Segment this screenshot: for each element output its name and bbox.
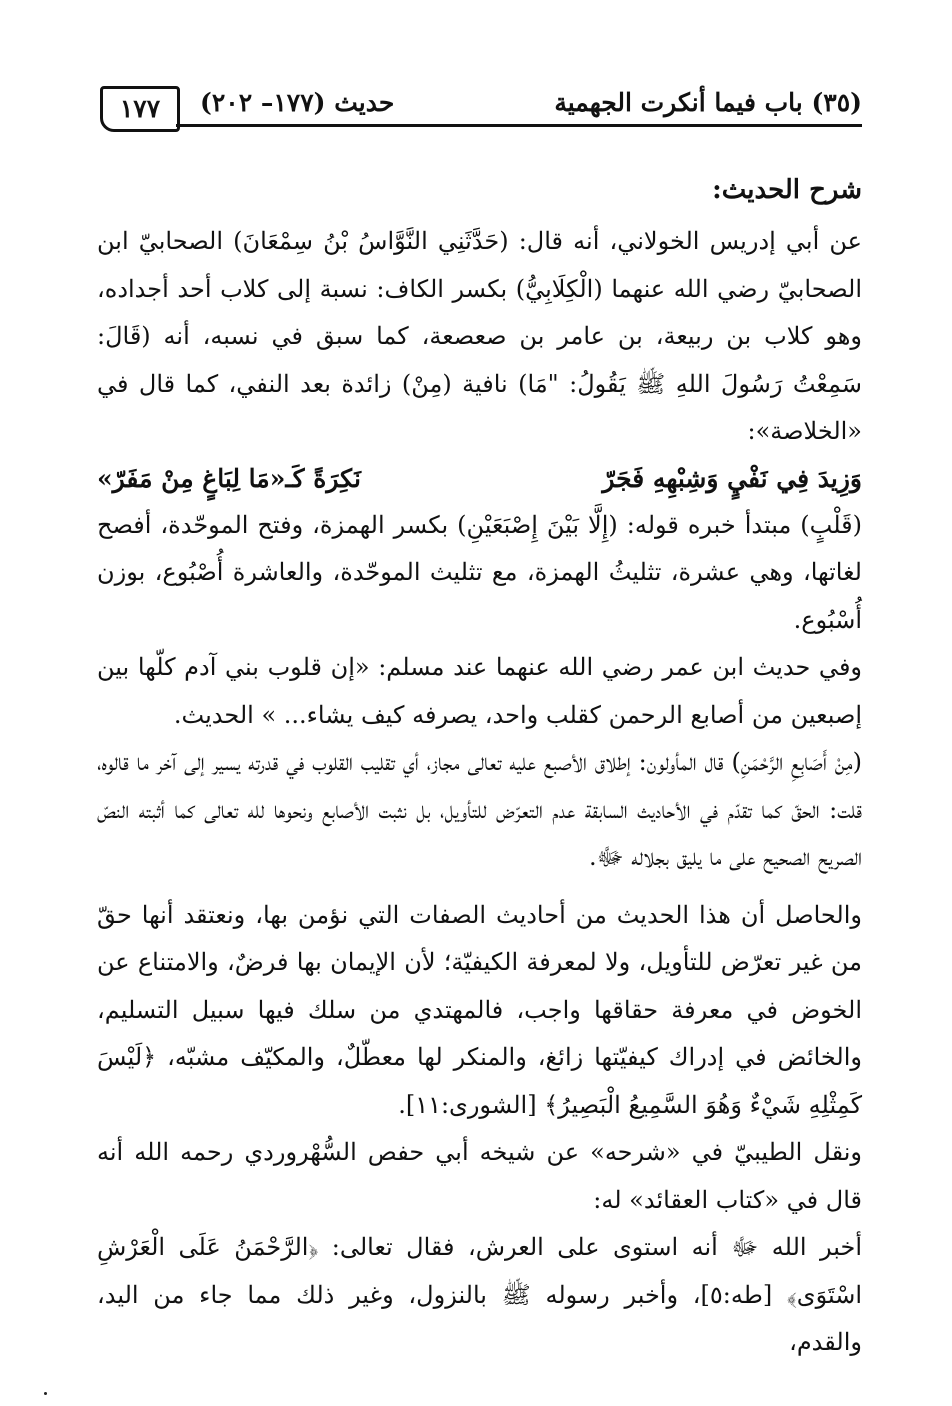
- page-number-box: ١٧٧: [100, 86, 180, 132]
- paragraph-asabi: (مِنْ أَصَابِعِ الرَّحْمَنِ) قال المأولون: إطلاق الأصبع عليه تعالى مجاز، أي تقليب القلوب في قدرته يسير إلى آخر ما قالوه، قلت: الحقّ كما تقدّم في الأحاديث السابقة عدم التعرّض للتأويل، بل نثبت الأصابع ونحوها لله تعالى كما أثبته النصّ الصريح الصحيح على ما يليق بجلاله ﷻ.: [97, 748, 862, 871]
- verse-first-hemistich: وَزِيدَ فِي نَفْيٍ وَشِبْهِهِ فَجَرّ: [602, 463, 862, 493]
- paragraph-qalb: (قَلْبٍ) مبتدأ خبره قوله: (إِلَّا بَيْنَ إِصْبَعَيْنِ) بكسر الهمزة، وفتح الموحّدة، أفصح لغاتها، وهي عشرة، تثليثُ الهمزة، مع تثليث الموحّدة، والعاشرة أُصْبُوع، بوزن أُسْبُوع.: [97, 510, 862, 634]
- paragraph-summary: والحاصل أن هذا الحديث من أحاديث الصفات التي نؤمن بها، ونعتقد أنها حقّ من غير تعرّض للتأويل، ولا لمعرفة الكيفيّة؛ لأن الإيمان بها فرضٌ، والامتناع عن الخوض في معرفة حقاقها واجب، فالمهتدي من سلك فيها سبيل التسليم، والخائض في إدراك كيفيّتها زائغ، والمنكر لها معطّلٌ، والمكيّف مشبّه، ﴿لَيْسَ كَمِثْلِهِ شَيْءٌ وَهُوَ السَّمِيعُ الْبَصِيرُ﴾ [الشورى:١١].: [97, 900, 862, 1119]
- poetry-verse: [97, 456, 862, 502]
- paragraph-istawa: أخبر الله ﷻ أنه استوى على العرش، فقال تعالى: ﴿الرَّحْمَنُ عَلَى الْعَرْشِ اسْتَوَى﴾ [طه:٥]، وأخبر رسوله ﷺ بالنزول، وغير ذلك مما جاء من اليد، والقدم،: [97, 1233, 863, 1356]
- paragraph-narration: عن أبي إدريس الخولاني، أنه قال: (حَدَّثَنِي النَّوَّاسُ بْنُ سِمْعَانَ) الصحابيّ ابن الصحابيّ رضي الله عنهما (الْكِلَابِيُّ) بكسر الكاف: نسبة إلى كلاب أحد أجداده، وهو كلاب بن ربيعة، بن عامر بن صعصعة، كما سبق في نسبه، أنه (قَالَ: سَمِعْتُ رَسُولَ اللهِ ﷺ يَقُولُ: "مَا) نافية (مِنْ) زائدة بعد النفي، كما قال في «الخلاصة»:: [97, 227, 862, 445]
- hadith-range: حديث (١٧٧– ٢٠٢): [200, 88, 395, 117]
- header-rule: [176, 124, 862, 127]
- paragraph-tibi: ونقل الطيبيّ في «شرحه» عن شيخه أبي حفص السُّهْروردي رحمه الله أنه قال في «كتاب العقائد» له:: [97, 1138, 862, 1214]
- verse-second-hemistich: نَكِرَةً كَـ«مَا لِبَاغٍ مِنْ مَفَرّ»: [97, 463, 361, 493]
- paragraph-gap: [97, 882, 862, 892]
- chapter-title: (٣٥) باب فيما أنكرت الجهمية: [554, 88, 862, 117]
- scan-speck: [44, 1392, 47, 1395]
- section-heading: شرح الحديث:: [712, 175, 862, 205]
- paragraph-ibn-umar: وفي حديث ابن عمر رضي الله عنهما عند مسلم: «إن قلوب بني آدم كلّها بين إصبعين من أصابع الرحمن كقلب واحد، يصرفه كيف يشاء... » الحديث.: [97, 653, 862, 729]
- running-header: [100, 86, 862, 134]
- body-text: [97, 170, 862, 1367]
